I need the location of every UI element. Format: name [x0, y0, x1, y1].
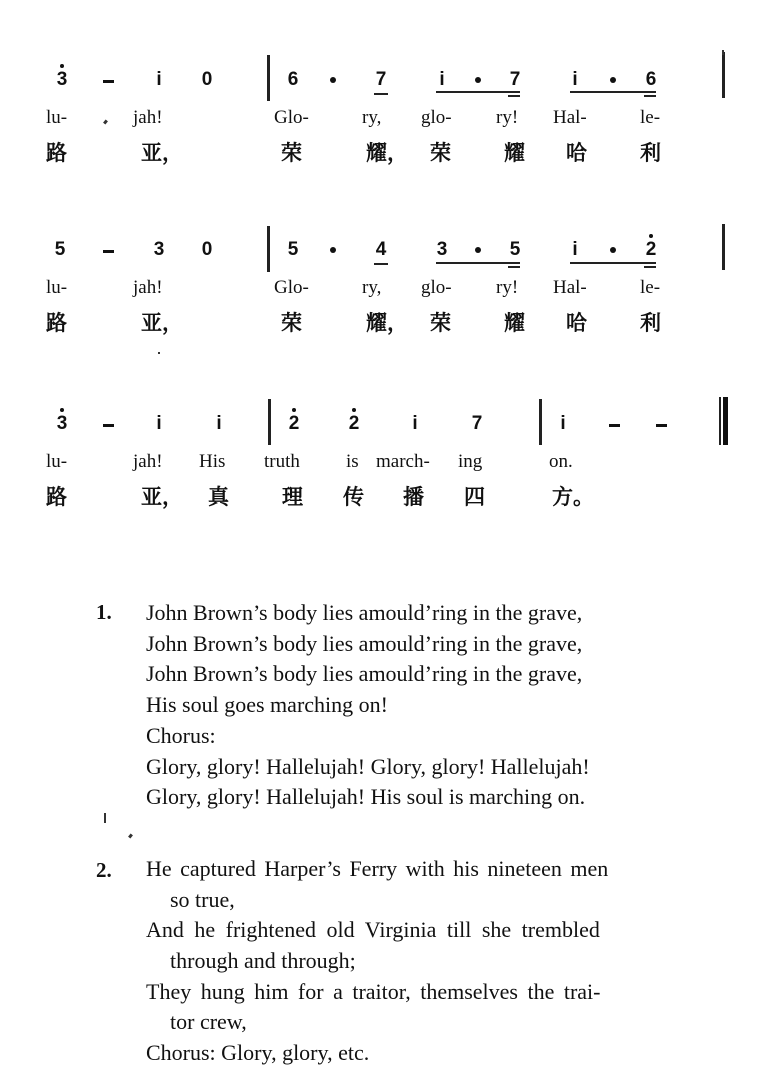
note-1-high: i — [572, 239, 578, 260]
lyric-zh: 播 — [403, 485, 424, 509]
bar-line — [722, 224, 725, 270]
augmentation-dot — [475, 247, 481, 253]
lyric-en: ry, — [362, 277, 382, 298]
final-barline-thin — [719, 397, 721, 445]
verse-line: He captured Harper’s Ferry with his nineteen men — [146, 856, 609, 881]
note-7: 7 — [471, 413, 483, 434]
verse-line: John Brown’s body lies amould’ring in the grave, — [146, 631, 583, 656]
scan-speck — [104, 813, 106, 823]
note-5: 5 — [287, 239, 299, 260]
note-7: 7 — [375, 69, 387, 90]
lyric-zh: 荣 — [281, 141, 302, 165]
eighth-underline — [374, 93, 388, 95]
lyric-en: jah! — [133, 451, 163, 472]
lyric-zh: 路 — [46, 141, 67, 165]
lyric-en: ry! — [496, 277, 519, 298]
lyric-zh: 传 — [343, 485, 364, 509]
sixteenth-underline — [644, 266, 656, 268]
octave-dot — [649, 234, 653, 238]
eighth-underline — [374, 263, 388, 265]
verse-line: They hung him for a traitor, themselves the trai- — [146, 979, 601, 1004]
lyric-en: on. — [549, 451, 573, 472]
note-3-high: 3 — [51, 413, 73, 435]
lyric-zh: 路 — [46, 485, 67, 509]
beam-underline — [436, 91, 520, 93]
lyric-zh: 方。 — [552, 485, 594, 509]
lyric-en: Hal- — [553, 107, 587, 128]
bar-line — [267, 226, 270, 272]
verse-line-continuation: so true, — [170, 887, 235, 912]
lyric-en: Hal- — [553, 277, 587, 298]
lyric-zh: 耀 — [504, 141, 525, 165]
augmentation-dot — [330, 77, 336, 83]
sixteenth-underline — [508, 95, 520, 97]
lyric-en: is — [346, 451, 359, 472]
rest-dash — [103, 80, 114, 83]
lyric-en: glo- — [421, 277, 452, 298]
octave-dot — [352, 408, 356, 412]
verse-line-continuation: tor crew, — [170, 1009, 247, 1034]
lyric-zh: 理 — [282, 485, 303, 509]
bar-line — [722, 52, 725, 98]
verse-line: And he frightened old Virginia till she trembled — [146, 917, 600, 942]
scan-speck — [103, 120, 108, 125]
octave-dot — [60, 64, 64, 68]
rest-dash — [103, 250, 114, 253]
lyric-zh: 耀， — [366, 141, 408, 165]
lyric-en: jah! — [133, 277, 163, 298]
verse-line: His soul goes marching on! — [146, 692, 388, 717]
lyric-zh: 利 — [640, 311, 661, 335]
scan-speck — [158, 352, 160, 354]
note-3: 3 — [436, 239, 448, 260]
augmentation-dot — [610, 77, 616, 83]
verse-line: John Brown’s body lies amould’ring in the grave, — [146, 661, 583, 686]
lyric-zh: 利 — [640, 141, 661, 165]
note-7: 7 — [509, 69, 521, 90]
verse-line: John Brown’s body lies amould’ring in the grave, — [146, 600, 583, 625]
cropped-line-container — [140, 1040, 540, 1065]
note-3: 3 — [153, 239, 165, 260]
lyric-zh: 哈 — [566, 141, 587, 165]
note-6: 6 — [287, 69, 299, 90]
note-6: 6 — [645, 69, 657, 90]
bar-line — [267, 55, 270, 101]
lyric-zh: 四 — [464, 485, 485, 509]
lyric-zh: 亚， — [141, 141, 183, 165]
note-0: 0 — [201, 239, 213, 260]
lyric-zh: 耀， — [366, 311, 408, 335]
rest-dash — [609, 424, 620, 427]
lyric-zh: 亚， — [141, 485, 183, 509]
chorus-label: Chorus: — [146, 723, 216, 748]
note-2-high: 2 — [640, 239, 662, 261]
chorus-line-cropped: Chorus: Glory, glory, etc. — [146, 1040, 370, 1065]
augmentation-dot — [330, 247, 336, 253]
lyric-en: march- — [376, 451, 430, 472]
note-1-high: i — [216, 413, 222, 434]
note-1-high: i — [572, 69, 578, 90]
note-5: 5 — [509, 239, 521, 260]
lyric-en: truth — [264, 451, 300, 472]
lyric-en: le- — [640, 277, 661, 298]
augmentation-dot — [610, 247, 616, 253]
lyric-zh: 真 — [208, 485, 229, 509]
sixteenth-underline — [508, 266, 520, 268]
lyric-en: lu- — [46, 451, 68, 472]
lyric-zh: 耀 — [504, 311, 525, 335]
lyric-zh: 亚， — [141, 311, 183, 335]
chorus-line: Glory, glory! Hallelujah! His soul is marching on. — [146, 784, 586, 809]
augmentation-dot — [475, 77, 481, 83]
lyric-zh: 荣 — [281, 311, 302, 335]
lyric-zh: 荣 — [430, 311, 451, 335]
lyric-en: Glo- — [274, 107, 309, 128]
rest-dash — [103, 424, 114, 427]
lyric-en: glo- — [421, 107, 452, 128]
note-1-high: i — [156, 413, 162, 434]
note-2-high: 2 — [283, 413, 305, 435]
lyric-en: Glo- — [274, 277, 309, 298]
lyric-en: le- — [640, 107, 661, 128]
beam-underline — [436, 262, 520, 264]
chorus-line: Glory, glory! Hallelujah! Glory, glory! Hallelujah! — [146, 754, 590, 779]
lyric-en: ry! — [496, 107, 519, 128]
beam-underline — [570, 262, 656, 264]
octave-dot — [60, 408, 64, 412]
verse-number: 1. — [96, 600, 112, 624]
beam-underline — [570, 91, 656, 93]
lyric-en: ry, — [362, 107, 382, 128]
note-1-high: i — [560, 413, 566, 434]
lyric-en: ing — [458, 451, 483, 472]
bar-line — [539, 399, 542, 445]
note-5: 5 — [54, 239, 66, 260]
lyric-zh: 哈 — [566, 311, 587, 335]
note-1-high: i — [412, 413, 418, 434]
final-barline-thick — [723, 397, 728, 445]
lyric-en: jah! — [133, 107, 163, 128]
note-0: 0 — [201, 69, 213, 90]
verse-number: 2. — [96, 858, 112, 882]
note-1-high: i — [439, 69, 445, 90]
bar-line — [268, 399, 271, 445]
octave-dot — [292, 408, 296, 412]
rest-dash — [656, 424, 667, 427]
scan-speck — [128, 834, 133, 839]
note-2-high: 2 — [343, 413, 365, 435]
note-3-high: 3 — [51, 69, 73, 91]
scan-speck — [722, 50, 724, 55]
lyric-zh: 路 — [46, 311, 67, 335]
lyric-en: His — [199, 451, 226, 472]
verse-line-continuation: through and through; — [170, 948, 356, 973]
sixteenth-underline — [644, 95, 656, 97]
lyric-en: lu- — [46, 107, 68, 128]
note-4: 4 — [375, 239, 387, 260]
lyric-en: lu- — [46, 277, 68, 298]
note-1-high: i — [156, 69, 162, 90]
lyric-zh: 荣 — [430, 141, 451, 165]
